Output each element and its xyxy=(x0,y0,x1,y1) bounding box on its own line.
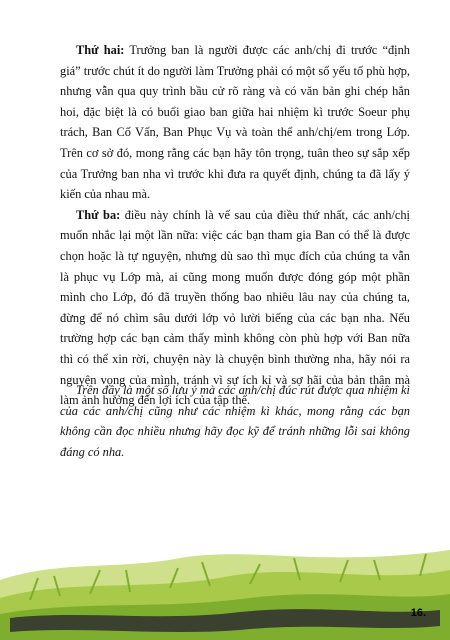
paragraph-lead: Thứ ba: xyxy=(76,207,121,222)
paragraph-second-point xyxy=(60,40,410,205)
grass-decoration xyxy=(0,540,450,640)
paragraph-text: Trưởng ban là người được các anh/chị đi trước “định giá” trước chút ít do người làm Trưởng phải có một số yếu tố phù hợp, nhưng vẫn qua quy trình bầu cử rõ ràng và có văn bản ghi chép hẳn hoi, đặc biệt là có buổi giao ban giữa hai nhiệm kì trước Soeur phụ trách, Ban Cố Vấn, Ban Phục Vụ và toàn thể anh/chị/em trong Lớp. Trên cơ sở đó, mong rằng các bạn hãy tôn trọng, tuân theo sự sắp xếp của Trưởng ban nha vì trước khi đưa ra quyết định, chúng ta đã lấy ý kiến của nhau mà. xyxy=(60,43,410,202)
paragraph-lead: Thứ hai: xyxy=(76,43,125,57)
paragraph-text: điều này chính là vế sau của điều thứ nhất, các anh/chị muốn nhắc lại một lần nữa: việc các bạn tham gia Ban có thể là được chọn hoặc là tự nguyện, nhưng dù sao thì mục đích của chúng ta vẫn là phục vụ Lớp mà, ai cũng mong muốn được đóng góp một phần mình cho Lớp, đó đã truyền thống bao nhiêu lâu nay của chúng ta, đừng để nó chìm sâu dưới lớp vỏ lười biếng của các bạn nha. Nếu trường hợp các bạn cảm thấy mình không còn phù hợp với Ban nữa thì có thể xin rời, chuyện này là chuyện bình thường nha, hãy nói ra nguyện vọng của mình, tránh vì sự ích kỉ và sợ hãi của bản thân mà làm ảnh hưởng đến lợi ích của tập thể. xyxy=(60,207,410,408)
page-number: 16. xyxy=(410,607,426,619)
body-text xyxy=(60,40,410,411)
closing-note: Trên đây là một số lưu ý mà các anh/chị đúc rút được qua nhiệm kì của các anh/chị cũng như các nhiệm kì khác, mong rằng các bạn không cần đọc nhiều nhưng hãy đọc kỹ để tránh những lỗi sai không đáng có nha. xyxy=(60,383,410,459)
